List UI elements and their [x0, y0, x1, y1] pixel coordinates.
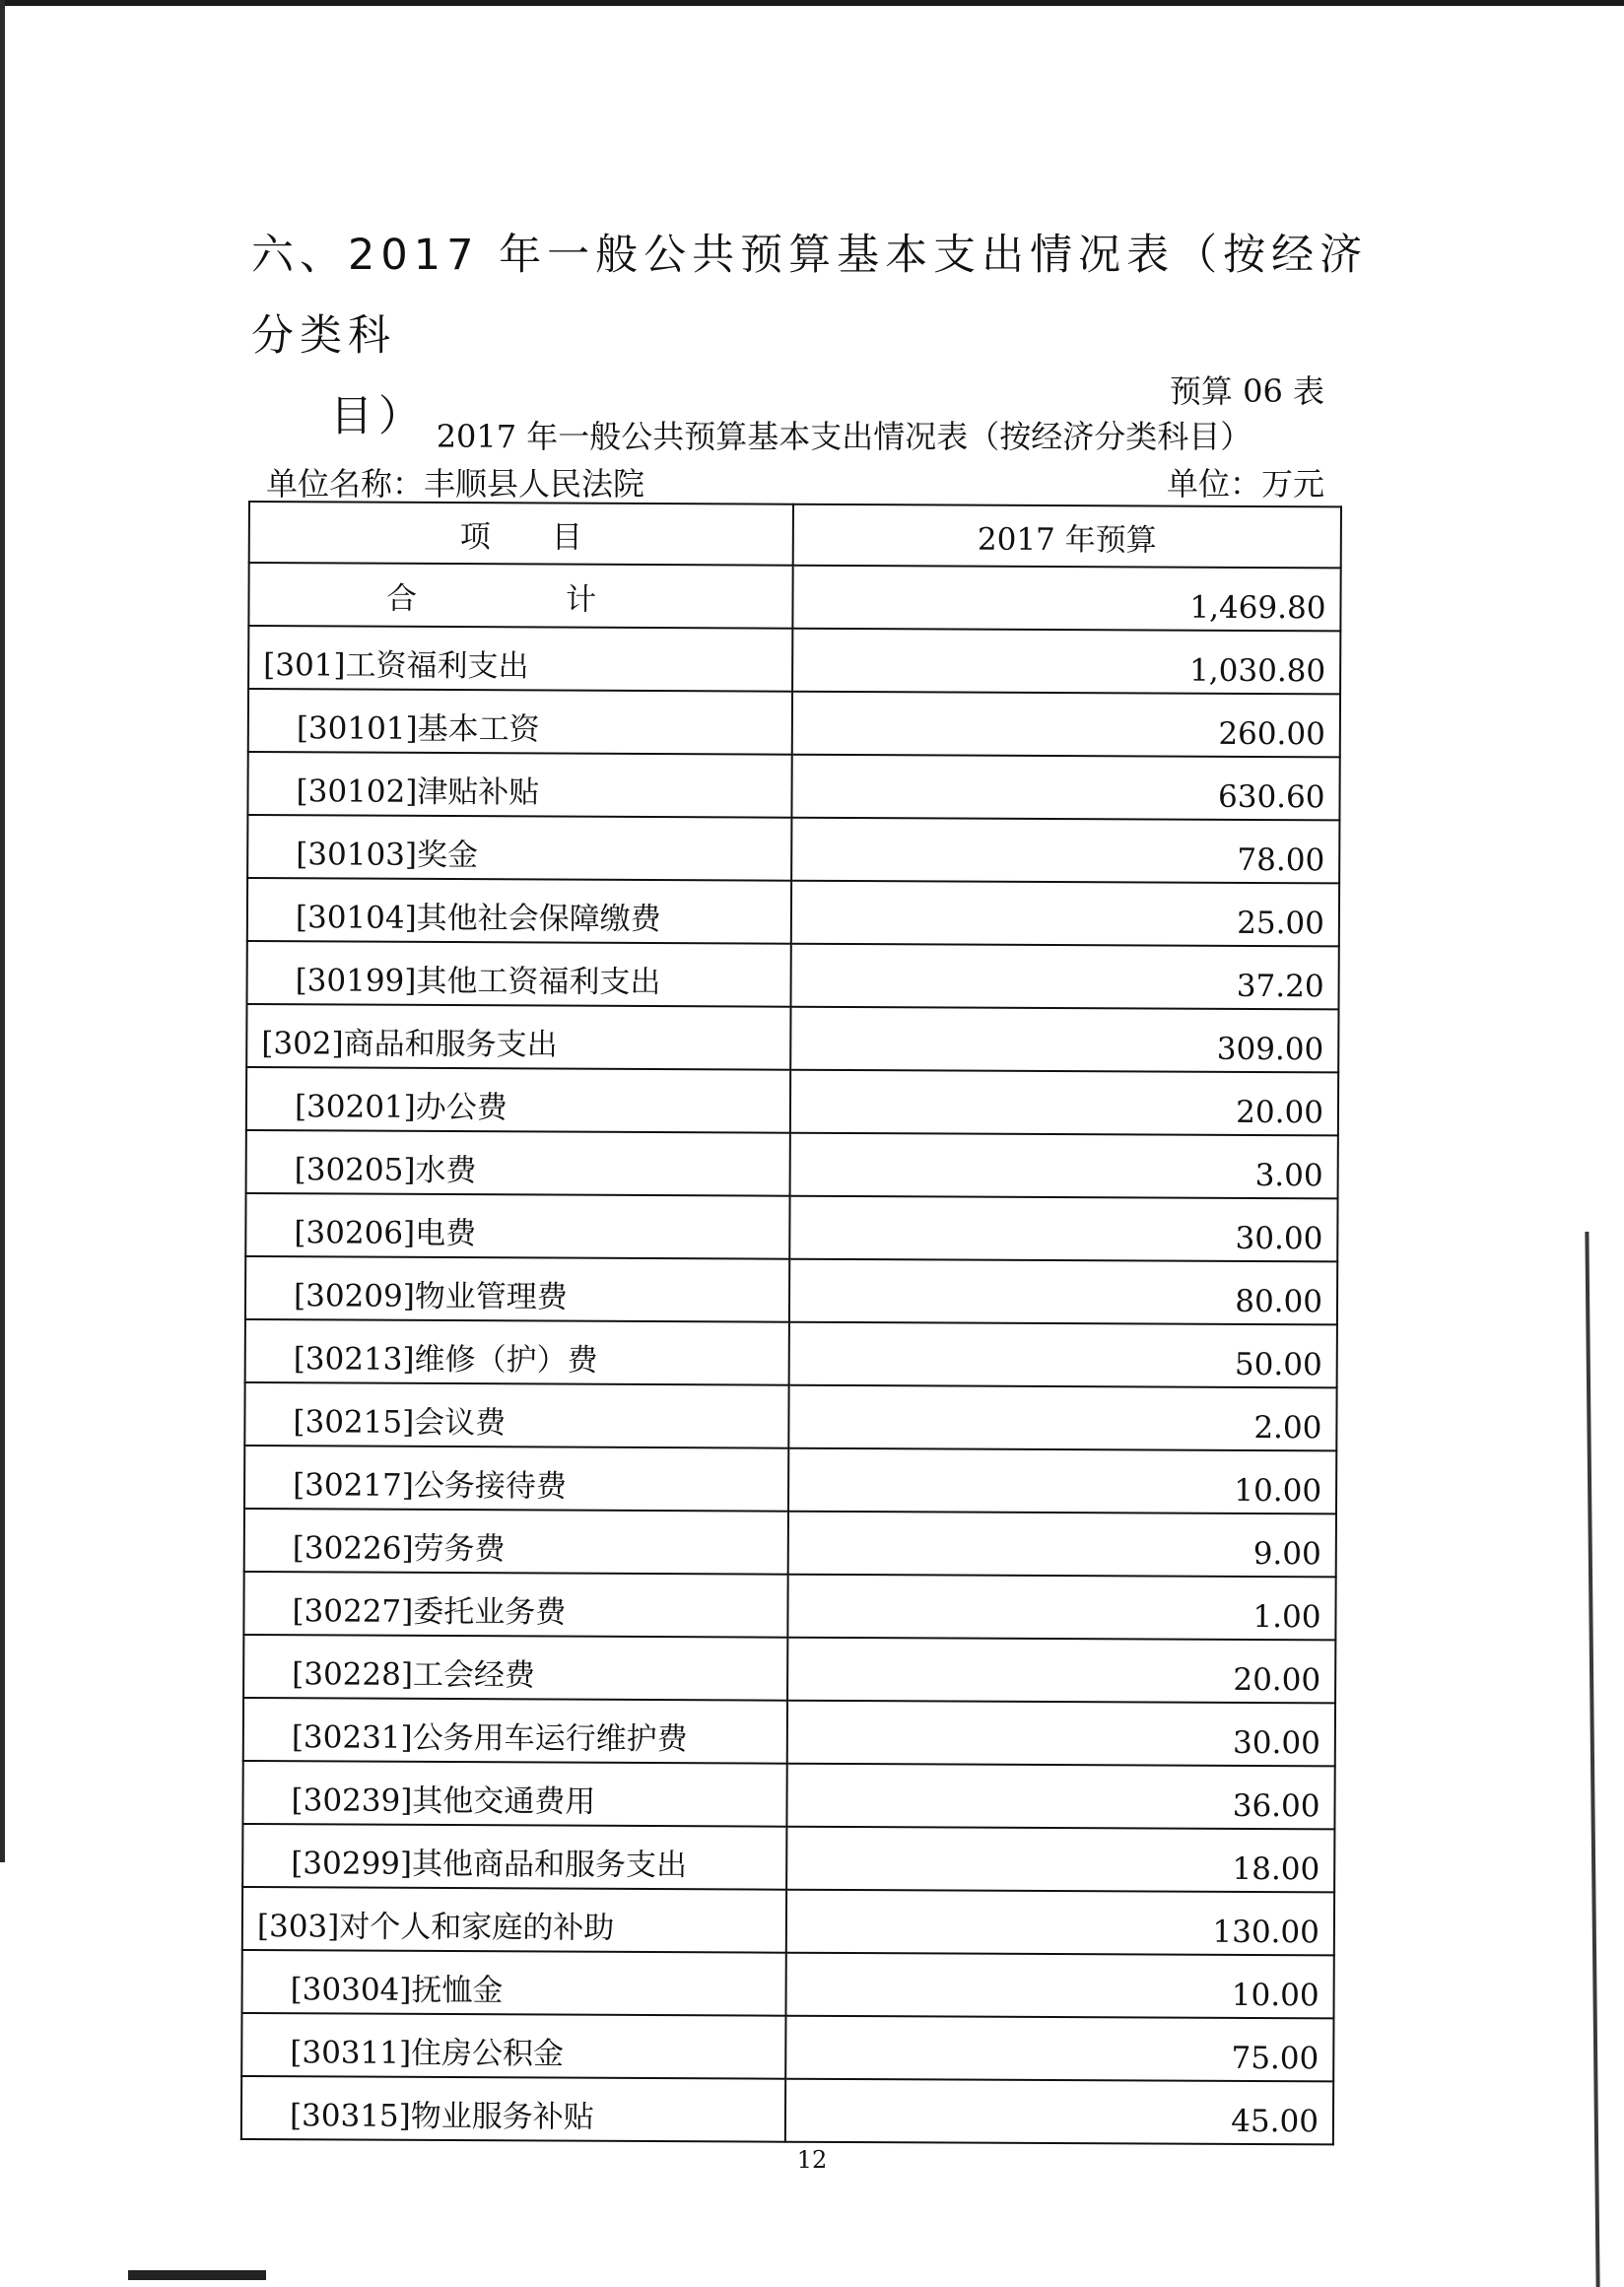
- currency-unit: 单位：万元: [1166, 465, 1324, 503]
- total-row: [248, 563, 1340, 631]
- row-item-name: [30101]基本工资: [248, 689, 792, 755]
- table-row: [246, 1004, 1338, 1072]
- row-item-value: 30.00: [787, 1701, 1335, 1767]
- row-item-name: [30209]物业管理费: [245, 1256, 789, 1322]
- row-item-value: 20.00: [787, 1638, 1335, 1704]
- table-row: [245, 1319, 1337, 1387]
- table-row: [243, 1698, 1335, 1766]
- scan-edge-top: [0, 0, 1624, 6]
- table-row: [242, 1887, 1334, 1955]
- table-row: [248, 689, 1340, 757]
- row-item-value: 78.00: [791, 818, 1339, 884]
- row-item-name: [30217]公务接待费: [244, 1446, 788, 1512]
- row-item-name: [30315]物业服务补贴: [241, 2076, 785, 2142]
- row-item-name: [30304]抚恤金: [241, 1950, 785, 2016]
- table-row: [244, 1382, 1336, 1450]
- row-item-name: [30206]电费: [245, 1193, 789, 1259]
- row-item-value: 10.00: [785, 1953, 1333, 2019]
- table-row: [244, 1509, 1336, 1577]
- table-row: [242, 1824, 1334, 1892]
- table-row: [245, 1256, 1337, 1324]
- row-item-value: 130.00: [786, 1890, 1334, 1956]
- table-row: [243, 1572, 1335, 1640]
- row-item-value: 20.00: [790, 1070, 1338, 1136]
- row-item-name: [30228]工会经费: [243, 1635, 787, 1701]
- table-header-row: [249, 502, 1341, 568]
- page-number: 12: [796, 2146, 828, 2174]
- row-item-name: [30213]维修（护）费: [245, 1319, 789, 1385]
- row-item-value: 45.00: [785, 2079, 1333, 2145]
- row-item-value: 37.20: [790, 944, 1338, 1010]
- row-item-name: [30299]其他商品和服务支出: [242, 1824, 786, 1890]
- row-item-name: [301]工资福利支出: [248, 626, 792, 692]
- table-row: [247, 878, 1339, 946]
- row-item-name: [30205]水费: [246, 1130, 790, 1196]
- row-item-value: 80.00: [789, 1259, 1337, 1325]
- row-item-value: 2.00: [788, 1385, 1336, 1451]
- row-item-value: 10.00: [788, 1448, 1336, 1514]
- row-item-value: 260.00: [792, 692, 1340, 758]
- section-heading-line2: 目）: [330, 392, 427, 441]
- scan-edge-left: [0, 0, 5, 1862]
- row-item-name: [30239]其他交通费用: [242, 1761, 786, 1827]
- column-header-item: 项 目: [249, 502, 793, 566]
- row-item-value: 50.00: [789, 1322, 1337, 1388]
- row-item-name: [30227]委托业务费: [243, 1572, 787, 1638]
- row-item-value: 630.60: [791, 755, 1339, 821]
- unit-name: 单位名称：丰顺县人民法院: [266, 465, 645, 503]
- budget-table: [240, 501, 1342, 2145]
- scan-mark: [128, 2270, 266, 2280]
- row-item-value: 3.00: [790, 1133, 1338, 1199]
- row-item-value: 75.00: [785, 2016, 1333, 2082]
- row-item-value: 309.00: [790, 1007, 1338, 1073]
- table-row: [245, 1193, 1337, 1261]
- budget-table-wrapper: [240, 501, 1340, 2145]
- table-row: [246, 1067, 1338, 1135]
- row-item-name: [302]商品和服务支出: [246, 1004, 790, 1070]
- row-item-name: [30201]办公费: [246, 1067, 790, 1133]
- row-item-name: [30226]劳务费: [244, 1509, 788, 1575]
- table-row: [247, 752, 1339, 820]
- total-label: 合 计: [248, 563, 792, 629]
- row-item-name: [303]对个人和家庭的补助: [242, 1887, 786, 1953]
- row-item-name: [30311]住房公积金: [241, 2013, 785, 2079]
- row-item-value: 18.00: [786, 1827, 1334, 1893]
- row-item-value: 25.00: [791, 881, 1339, 947]
- form-number: 预算 06 表: [1169, 372, 1324, 410]
- row-item-value: 36.00: [786, 1764, 1334, 1830]
- row-item-value: 1,030.80: [792, 629, 1340, 695]
- row-item-name: [30215]会议费: [244, 1382, 788, 1448]
- row-item-value: 1.00: [787, 1575, 1335, 1641]
- table-title: 2017 年一般公共预算基本支出情况表（按经济分类科目）: [436, 418, 1252, 455]
- row-item-name: [30231]公务用车运行维护费: [243, 1698, 787, 1764]
- table-row: [247, 941, 1339, 1009]
- row-item-name: [30102]津贴补贴: [247, 752, 791, 818]
- table-row: [246, 1130, 1338, 1198]
- row-item-name: [30199]其他工资福利支出: [247, 941, 791, 1007]
- table-row: [241, 2076, 1333, 2144]
- table-row: [243, 1635, 1335, 1703]
- table-row: [241, 1950, 1333, 2018]
- table-row: [247, 815, 1339, 883]
- table-row: [242, 1761, 1334, 1829]
- total-value: 1,469.80: [792, 566, 1340, 632]
- row-item-value: 9.00: [788, 1512, 1336, 1578]
- table-row: [244, 1446, 1336, 1513]
- scan-edge-right: [1585, 1232, 1599, 2287]
- table-row: [241, 2013, 1333, 2081]
- row-item-name: [30103]奖金: [247, 815, 791, 881]
- row-item-name: [30104]其他社会保障缴费: [247, 878, 791, 944]
- section-heading-line1: 六、2017 年一般公共预算基本支出情况表（按经济分类科: [251, 231, 1369, 361]
- table-row: [248, 626, 1340, 694]
- row-item-value: 30.00: [789, 1196, 1337, 1262]
- column-header-budget: 2017 年预算: [793, 504, 1341, 569]
